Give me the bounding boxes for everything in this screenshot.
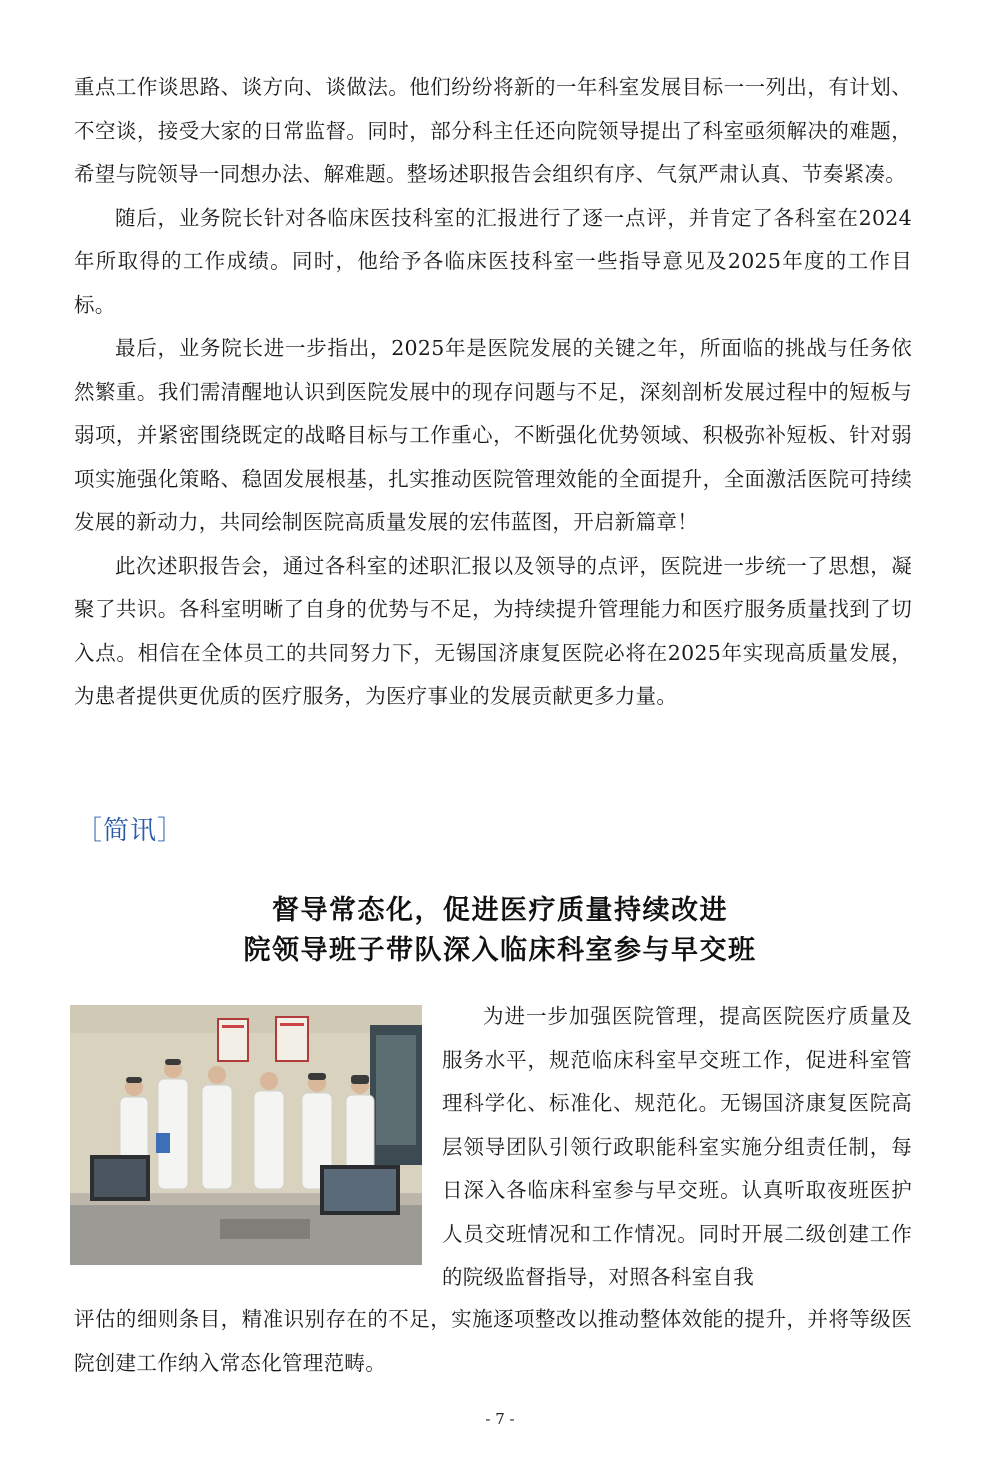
page-number: - 7 -	[485, 1410, 515, 1428]
news-photo	[70, 1005, 422, 1265]
news-body-wrapped	[442, 995, 912, 1300]
paragraph-1: 重点工作谈思路、谈方向、谈做法。他们纷纷将新的一年科室发展目标一一列出，有计划、不空谈，接受大家的日常监督。同时，部分科主任还向院领导提出了科室亟须解决的难题，希望与院领导一同想办法、解难题。整场述职报告会组织有序、气氛严肃认真、节奏紧凑。	[74, 75, 912, 186]
paragraph-4: 此次述职报告会，通过各科室的述职汇报以及领导的点评，医院进一步统一了思想，凝聚了共识。各科室明晰了自身的优势与不足，为持续提升管理能力和医疗服务质量找到了切入点。相信在全体员工的共同努力下，无锡国济康复医院必将在2025年实现高质量发展，为患者提供更优质的医疗服务，为医疗事业的发展贡献更多力量。	[74, 553, 912, 708]
news-paragraph-start: 为进一步加强医院管理，提高医院医疗质量及服务水平，规范临床科室早交班工作，促进科室管理科学化、标准化、规范化。无锡国济康复医院高层领导团队引领行政职能科室实施分组责任制，每日深入各临床科室参与早交班。认真听取夜班医护人员交班情况和工作情况。同时开展二级创建工作的院级监督指导，对照各科室自我	[442, 1004, 912, 1289]
paragraph-3: 最后，业务院长进一步指出，2025年是医院发展的关键之年，所面临的挑战与任务依然繁重。我们需清醒地认识到医院发展中的现存问题与不足，深刻剖析发展过程中的短板与弱项，并紧密围绕既定的战略目标与工作重心，不断强化优势领域、积极弥补短板、针对弱项实施强化策略、稳固发展根基，扎实推动医院管理效能的全面提升，全面激活医院可持续发展的新动力，共同绘制医院高质量发展的宏伟蓝图，开启新篇章！	[74, 336, 912, 534]
paragraph-2: 随后，业务院长针对各临床医技科室的汇报进行了逐一点评，并肯定了各科室在2024年所取得的工作成绩。同时，他给予各临床医技科室一些指导意见及2025年度的工作目标。	[74, 205, 912, 317]
section-tag-brief-news: ［简讯］	[76, 816, 185, 846]
news-body-tail	[74, 1298, 912, 1385]
article-body	[74, 66, 912, 719]
news-paragraph-end: 评估的细则条目，精准识别存在的不足，实施逐项整改以推动整体效能的提升，并将等级医院创建工作纳入常态化管理范畴。	[74, 1307, 912, 1375]
news-headline-line-2: 院领导班子带队深入临床科室参与早交班	[243, 935, 757, 966]
news-headline-line-1: 督导常态化，促进医疗质量持续改进	[272, 895, 728, 926]
